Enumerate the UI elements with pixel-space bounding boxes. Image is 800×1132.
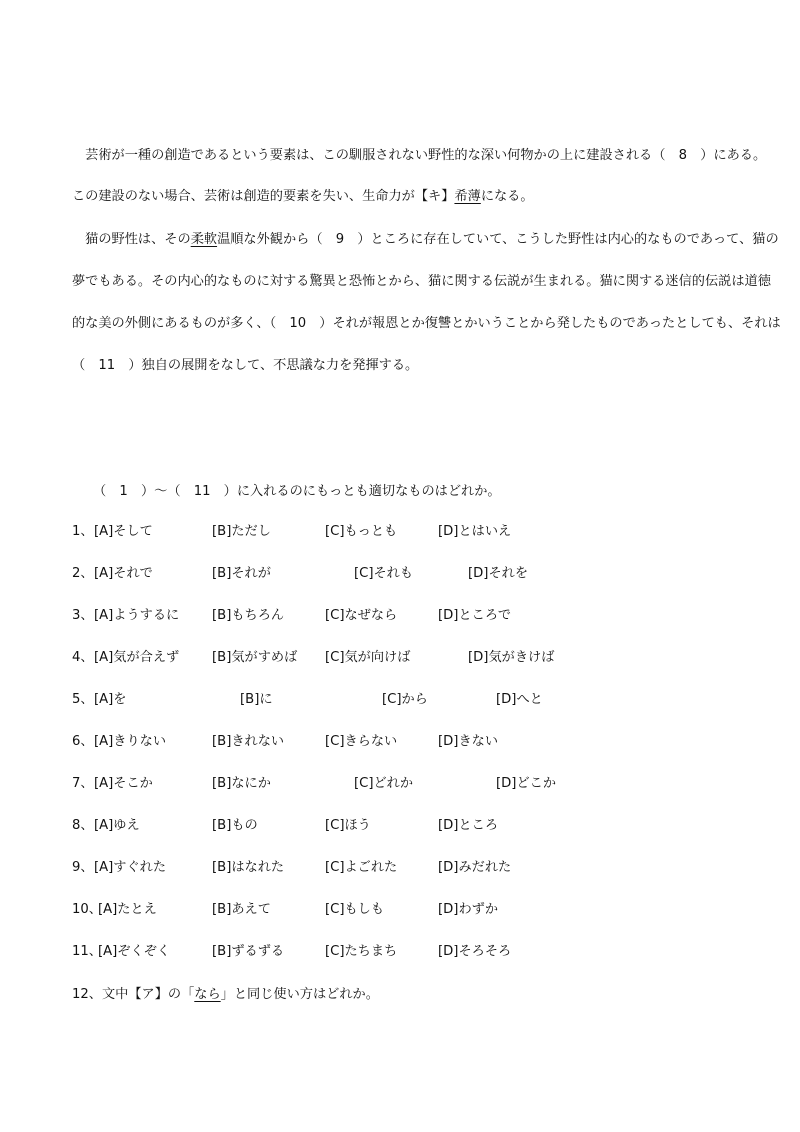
question-number: 1、 <box>72 524 94 539</box>
option-c: [C]きらない <box>325 734 398 749</box>
question-row <box>72 900 672 920</box>
passage-line-2-pre: この建設のない場合、芸術は創造的要素を失い、生命力が【キ】 <box>72 189 455 204</box>
option-c: [C]もしも <box>325 902 385 917</box>
option-a: [A]それで <box>94 566 153 581</box>
option-c: [C]どれか <box>354 776 414 791</box>
question-number: 9、 <box>72 860 94 875</box>
option-d: [D]ところで <box>438 608 512 623</box>
option-c: [C]気が向けば <box>325 650 411 665</box>
option-d: [D]どこか <box>496 776 557 791</box>
option-b: [B]に <box>240 692 273 707</box>
question-number: 3、 <box>72 608 94 623</box>
question-row <box>72 648 672 668</box>
option-d: [D]そろそろ <box>438 944 512 959</box>
option-b: [B]なにか <box>212 776 271 791</box>
question-number: 11、 <box>72 944 102 959</box>
option-b: [B]もの <box>212 818 258 833</box>
option-b: [B]もちろん <box>212 608 285 623</box>
question-row <box>72 942 672 962</box>
option-d: [D]きない <box>438 734 499 749</box>
question-instruction: （ 1 ）～（ 11 ）に入れるのにもっとも適切なものはどれか。 <box>93 484 501 499</box>
question-number: 2、 <box>72 566 94 581</box>
option-b: [B]あえて <box>212 902 271 917</box>
passage-line-4: 夢でもある。その内心的なものに対する驚異と恐怖とから、猫に関する伝説が生まれる。猫に関する迷信的伝説は道徳 <box>72 274 771 289</box>
option-a: [A]きりない <box>94 734 167 749</box>
passage-underlined-word-juunan: 柔軟 <box>190 232 218 247</box>
option-b: [B]ただし <box>212 524 271 539</box>
option-b: [B]それが <box>212 566 271 581</box>
option-a: [A]たとえ <box>98 902 157 917</box>
question-row <box>72 606 672 626</box>
question-row <box>72 690 672 710</box>
question-row <box>72 816 672 836</box>
question-number: 8、 <box>72 818 94 833</box>
question-row <box>72 522 672 542</box>
option-c: [C]から <box>382 692 428 707</box>
passage-line-6: （ 11 ）独自の展開をなして、不思議な力を発揮する。 <box>72 358 419 373</box>
question-12-underlined-nara: なら <box>194 987 221 1002</box>
option-a: [A]ゆえ <box>94 818 140 833</box>
question-number: 5、 <box>72 692 94 707</box>
option-d: [D]みだれた <box>438 860 512 875</box>
option-a: [A]すぐれた <box>94 860 167 875</box>
question-row <box>72 732 672 752</box>
option-a: [A]を <box>94 692 127 707</box>
question-number: 4、 <box>72 650 94 665</box>
option-b: [B]ずるずる <box>212 944 285 959</box>
option-a: [A]気が合えず <box>94 650 180 665</box>
option-c: [C]もっとも <box>325 524 398 539</box>
option-b: [B]気がすめば <box>212 650 298 665</box>
option-d: [D]それを <box>468 566 529 581</box>
question-number: 7、 <box>72 776 94 791</box>
option-c: [C]ほう <box>325 818 371 833</box>
passage-underlined-word-kihaku: 希薄 <box>454 189 481 204</box>
passage-line-3 <box>72 230 779 250</box>
passage-line-2-post: になる。 <box>480 189 534 204</box>
option-a: [A]そして <box>94 524 153 539</box>
option-c: [C]なぜなら <box>325 608 398 623</box>
passage-line-1: 芸術が一種の創造であるという要素は、この馴服されない野性的な深い何物かの上に建設される（ 8 ）にある。 <box>72 148 767 163</box>
option-b: [B]きれない <box>212 734 285 749</box>
option-c: [C]たちまち <box>325 944 398 959</box>
option-d: [D]わずか <box>438 902 499 917</box>
question-12-post: 」と同じ使い方はどれか。 <box>220 987 379 1002</box>
question-row <box>72 564 672 584</box>
passage-line-2 <box>72 187 732 207</box>
question-number: 6、 <box>72 734 94 749</box>
option-c: [C]よごれた <box>325 860 398 875</box>
option-d: [D]とはいえ <box>438 524 512 539</box>
question-row <box>72 774 672 794</box>
option-a: [A]そこか <box>94 776 153 791</box>
passage-line-3-post: 温順な外観から（ 9 ）ところに存在していて、こうした野性は内心的なものであって、猫の <box>217 232 779 247</box>
question-row <box>72 858 672 878</box>
question-12 <box>72 985 379 1005</box>
passage-line-3-pre: 猫の野性は、その <box>72 232 191 247</box>
passage-line-5: 的な美の外側にあるものが多く、（ 10 ）それが報恩とか復讐とかいうことから発したものであったとしても、それは <box>72 316 781 331</box>
option-d: [D]ところ <box>438 818 499 833</box>
question-12-pre: 12、文中【ア】の「 <box>72 987 195 1002</box>
option-a: [A]ようするに <box>94 608 180 623</box>
option-a: [A]ぞくぞく <box>98 944 171 959</box>
option-c: [C]それも <box>354 566 414 581</box>
question-number: 10、 <box>72 902 102 917</box>
option-d: [D]気がきけば <box>468 650 555 665</box>
option-b: [B]はなれた <box>212 860 285 875</box>
option-d: [D]へと <box>496 692 543 707</box>
